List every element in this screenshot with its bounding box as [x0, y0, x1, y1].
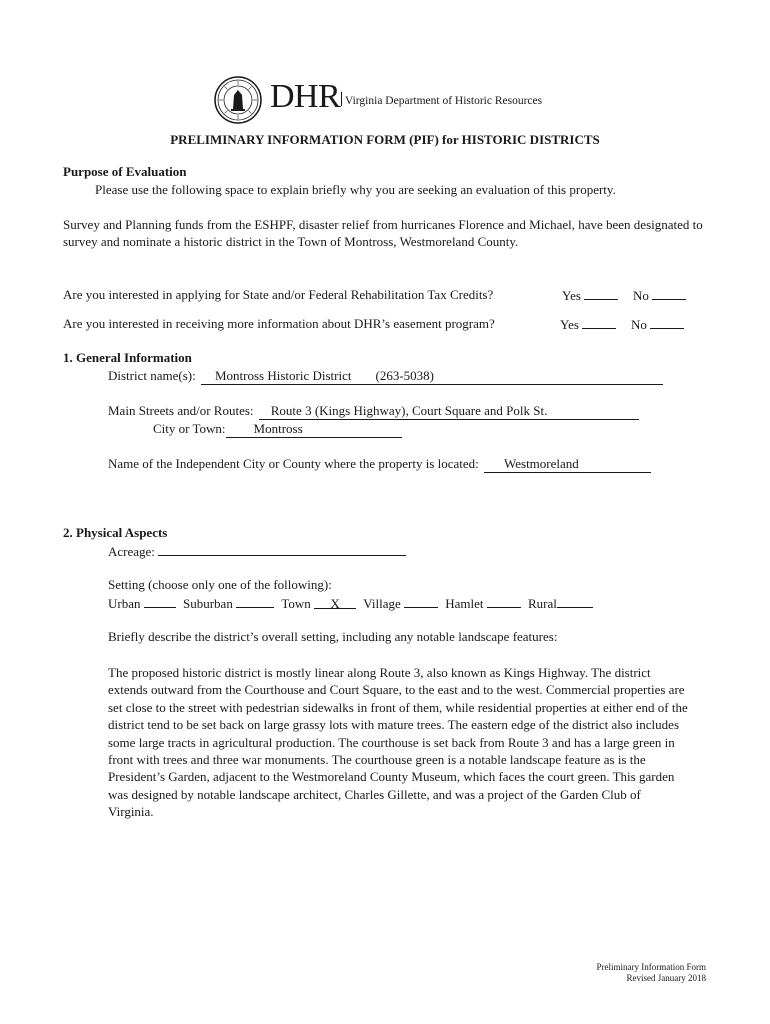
district-description[interactable]: The proposed historic district is mostly linear along Route 3, also known as Kings Highway. The district extends outward from the Courthouse and Court Square, to the east and to the west. Commercial properties are set close to the street with pedestrian sidewalks in front of them, while residential properties at either end of the district tend to be set back on large grassy lots with mature trees. The eastern edge of the district also includes some large tracts in agricultural production. The courthouse is set back from Route 3 and has a large green in front with trees and three war monuments. The courthouse green is a notable landscape feature as is the President’s Garden, adjacent to the Westmoreland County Museum, which faces the court green. This garden was designed by notable landscape architect, Charles Gillette, and was a project of the Garden Club of Virginia. [108, 665, 688, 820]
describe-prompt: Briefly describe the district’s overall setting, including any notable landscape features: [108, 629, 558, 644]
easement-no[interactable] [631, 316, 684, 333]
dhr-seal-logo [214, 76, 262, 124]
no-label: No [633, 288, 649, 303]
acreage-row [108, 543, 406, 560]
city-value: Montross [253, 421, 303, 436]
county-value: Westmoreland [504, 456, 579, 471]
footer-form-name: Preliminary Information Form [596, 962, 706, 972]
no-blank[interactable] [652, 287, 686, 300]
setting-hamlet-blank[interactable] [487, 595, 521, 608]
form-title: PRELIMINARY INFORMATION FORM (PIF) for HISTORIC DISTRICTS [170, 132, 600, 147]
setting-suburban-blank[interactable] [236, 595, 274, 608]
acreage-label: Acreage: [108, 544, 155, 559]
easement-yes[interactable] [560, 316, 616, 333]
footer-revision: Revised January 2018 [626, 973, 706, 983]
setting-hamlet-label: Hamlet [445, 596, 484, 611]
purpose-heading: Purpose of Evaluation [63, 164, 187, 179]
district-name-row [108, 368, 663, 385]
county-label: Name of the Independent City or County where the property is located: [108, 456, 479, 471]
city-field[interactable] [226, 421, 402, 438]
page-footer [520, 962, 706, 984]
district-name-value: Montross Historic District [214, 368, 352, 383]
yes-label: Yes [560, 317, 579, 332]
streets-field[interactable] [259, 403, 639, 420]
purpose-answer[interactable]: Survey and Planning funds from the ESHPF, disaster relief from hurricanes Florence and Michael, have been designated to survey and nominate a historic district in the Town of Montross, Westmoreland County. [63, 217, 703, 250]
setting-label: Setting (choose only one of the following): [108, 577, 332, 592]
department-label: Virginia Department of Historic Resources [345, 95, 543, 107]
yes-blank[interactable] [582, 316, 616, 329]
acreage-field[interactable] [158, 543, 406, 556]
district-name-field[interactable] [201, 368, 663, 385]
tax-credits-no[interactable] [633, 287, 686, 304]
no-label: No [631, 317, 647, 332]
streets-label: Main Streets and/or Routes: [108, 403, 254, 418]
tax-credits-yes[interactable] [562, 287, 618, 304]
setting-urban-blank[interactable] [144, 595, 176, 608]
county-field[interactable] [484, 456, 651, 473]
department-name [341, 92, 542, 107]
setting-town-blank[interactable]: X [314, 596, 356, 609]
dhr-logo-text: DHR [270, 78, 341, 115]
no-blank[interactable] [650, 316, 684, 329]
setting-urban-label: Urban [108, 596, 141, 611]
yes-label: Yes [562, 288, 581, 303]
setting-village-label: Village [363, 596, 401, 611]
general-info-heading: 1. General Information [63, 350, 192, 365]
streets-value: Route 3 (Kings Highway), Court Square and Polk St. [270, 403, 548, 418]
setting-village-blank[interactable] [404, 595, 438, 608]
divider [341, 92, 342, 106]
district-name-label: District name(s): [108, 368, 196, 383]
setting-options [108, 595, 593, 612]
setting-suburban-label: Suburban [183, 596, 233, 611]
setting-town-label: Town [281, 596, 311, 611]
county-row [108, 456, 651, 473]
easement-question: Are you interested in receiving more information about DHR’s easement program? [63, 316, 495, 331]
setting-rural-blank[interactable] [557, 595, 593, 608]
streets-row [108, 403, 639, 420]
district-number: (263-5038) [375, 368, 434, 383]
tax-credits-question: Are you interested in applying for State and/or Federal Rehabilitation Tax Credits? [63, 287, 494, 302]
city-label: City or Town: [153, 421, 226, 436]
physical-heading: 2. Physical Aspects [63, 525, 168, 540]
city-row [153, 421, 402, 438]
yes-blank[interactable] [584, 287, 618, 300]
purpose-instruction: Please use the following space to explain briefly why you are seeking an evaluation of this property. [95, 182, 616, 197]
setting-rural-label: Rural [528, 596, 557, 611]
